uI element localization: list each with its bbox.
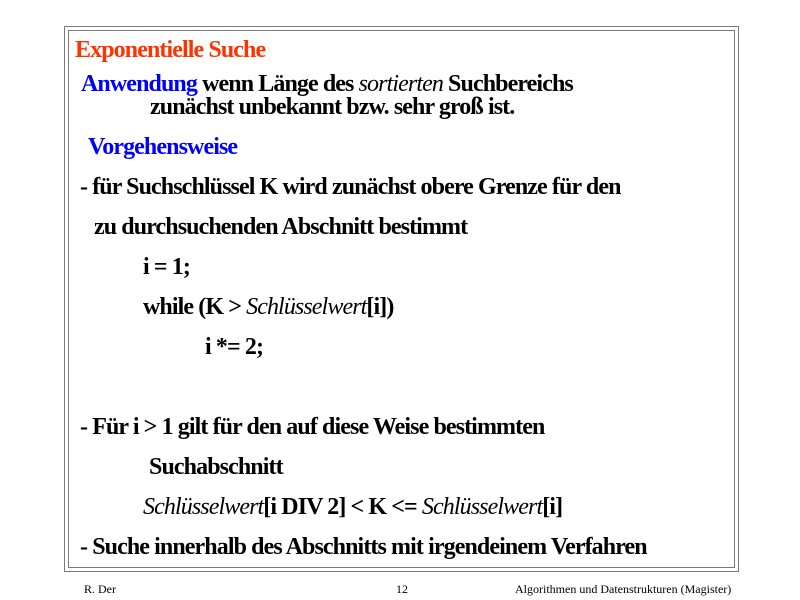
condition-line <box>143 495 562 519</box>
condition-italic-2: Schlüsselwert <box>421 494 543 520</box>
condition-mid: [i DIV 2] < K <= <box>263 494 422 520</box>
slide-title: Exponentielle Suche <box>75 37 266 63</box>
anwendung-line-1 <box>81 72 573 96</box>
code-while-b: [i]) <box>366 294 394 320</box>
condition-end: [i] <box>542 494 563 520</box>
anwendung-text-b: Suchbereichs <box>442 71 573 97</box>
anwendung-label: Anwendung <box>81 71 197 97</box>
code-body: i *= 2; <box>205 334 264 360</box>
condition-italic-1: Schlüsselwert <box>143 494 264 520</box>
code-while-a: while (K > <box>143 294 247 320</box>
footer-page-number: 12 <box>396 582 408 596</box>
bullet-1-line-1: - für Suchschlüssel K wird zunächst obere Grenze für den <box>80 174 621 200</box>
code-while-italic: Schlüsselwert <box>246 294 367 320</box>
code-while <box>143 295 393 319</box>
anwendung-italic: sortierten <box>358 71 443 97</box>
anwendung-line-2: zunächst unbekannt bzw. sehr groß ist. <box>150 94 515 120</box>
bullet-3: - Suche innerhalb des Abschnitts mit irgendeinem Verfahren <box>80 534 647 560</box>
bullet-1-line-2: zu durchsuchenden Abschnitt bestimmt <box>94 214 468 240</box>
footer-course: Algorithmen und Datenstrukturen (Magister) <box>515 582 732 596</box>
code-init: i = 1; <box>143 254 190 280</box>
anwendung-text-a: wenn Länge des <box>196 71 359 97</box>
footer-author: R. Der <box>84 582 116 596</box>
vorgehensweise-label: Vorgehensweise <box>88 134 238 160</box>
bullet-2-line-2: Suchabschnitt <box>149 454 283 480</box>
bullet-2-line-1: - Für i > 1 gilt für den auf diese Weise bestimmten <box>80 414 545 440</box>
